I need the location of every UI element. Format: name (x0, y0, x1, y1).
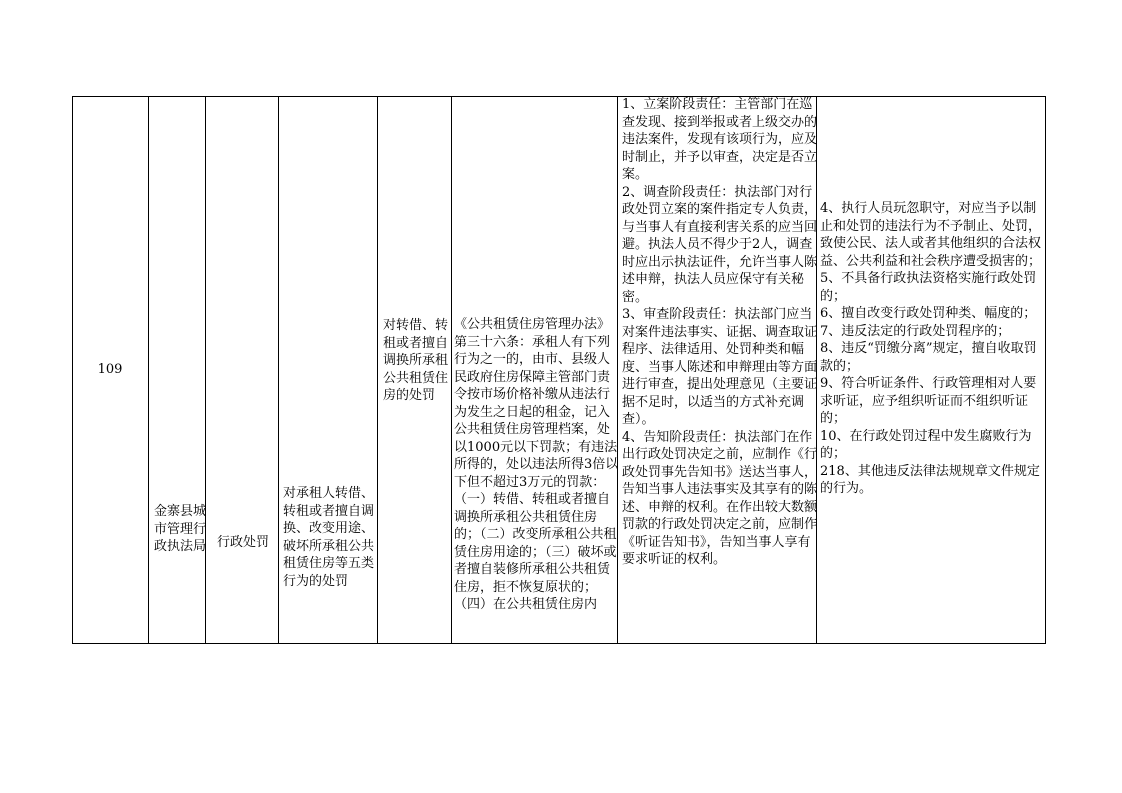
legal-basis-cell: 《公共租赁住房管理办法》第三十六条：承租人有下列行为之一的，由市、县级人民政府住房保障主管部门责令按市场价格补缴从违法行为发生之日起的租金，记入公共租赁住房管理档案，处以1000元以下罚款；有违法所得的，处以违法所得3倍以下但不超过3万元的罚款：（一）转借、转租或者擅自调换所承租公共租赁住房的；（二）改变所承租公共租赁住房用途的；（三）破坏或者擅自装修所承租公共租赁住房，拒不恢复原状的；（四）在公共租赁住房内 (454, 317, 619, 612)
responsibility-item: 2、调查阶段责任：执法部门对行政处罚立案的案件指定专人负责，与当事人有直接利害关系的应当回避。执法人员不得少于2人，调查时应出示执法证件，允许当事人陈述申辩，执法人员应保守有关秘密。 (622, 184, 818, 305)
responsibility-item: 1、立案阶段责任：主管部门在巡查发现、接到举报或者上级交办的违法案件，发现有该项行为，应及时制止，并予以审查，决定是否立案。 (622, 97, 818, 182)
column-divider (148, 96, 149, 644)
accountability-item: 8、违反“罚缴分离”规定，擅自收取罚款的； (820, 341, 1037, 374)
sub-item-cell: 对转借、转租或者擅自调换所承租公共租赁住房的处罚 (383, 318, 449, 403)
accountability-cell (818, 200, 1046, 498)
accountability-item: 218、其他违反法律法规规章文件规定的行为。 (820, 463, 1040, 496)
responsibility-item: 3、审查阶段责任：执法部门应当对案件违法事实、证据、调查取证程序、法律适用、处罚种类和幅度、当事人陈述和申辩理由等方面进行审查，提出处理意见（主要证据不足时，以适当的方式补充调查）。 (622, 307, 818, 427)
column-divider (278, 96, 279, 644)
accountability-item: 9、符合听证条件、行政管理相对人要求听证，应予组织听证而不组织听证的； (820, 376, 1037, 426)
accountability-item: 10、在行政处罚过程中发生腐败行为的； (820, 428, 1032, 461)
accountability-item: 6、擅自改变行政处罚种类、幅度的； (820, 306, 1037, 321)
penalty-type-cell: 行政处罚 (216, 535, 269, 550)
accountability-item: 5、不具备行政执法资格实施行政处罚的； (820, 271, 1037, 304)
responsibility-item: 4、告知阶段责任：执法部门在作出行政处罚决定之前，应制作《行政处罚事先告知书》送达当事人，告知当事人违法事实及其享有的陈述、申辩的权利。在作出较大数额罚款的行政处罚决定之前，应制作《听证告知书》，告知当事人享有要求听证的权利。 (622, 429, 818, 567)
responsibility-cell (620, 96, 818, 642)
column-divider (205, 96, 206, 644)
accountability-item: 4、执行人员玩忽职守，对应当予以制止和处罚的违法行为不予制止、处罚，致使公民、法人或者其他组织的合法权益、公共利益和社会秩序遭受损害的； (820, 201, 1042, 269)
item-name-cell: 对承租人转借、转租或者擅自调换、改变用途、破坏所承租公共租赁住房等五类行为的处罚 (283, 486, 375, 589)
accountability-item: 7、违反法定的行政处罚程序的； (820, 323, 1011, 339)
row-number: 109 (97, 362, 123, 377)
department-cell: 金寨县城市管理行政执法局 (154, 504, 207, 554)
